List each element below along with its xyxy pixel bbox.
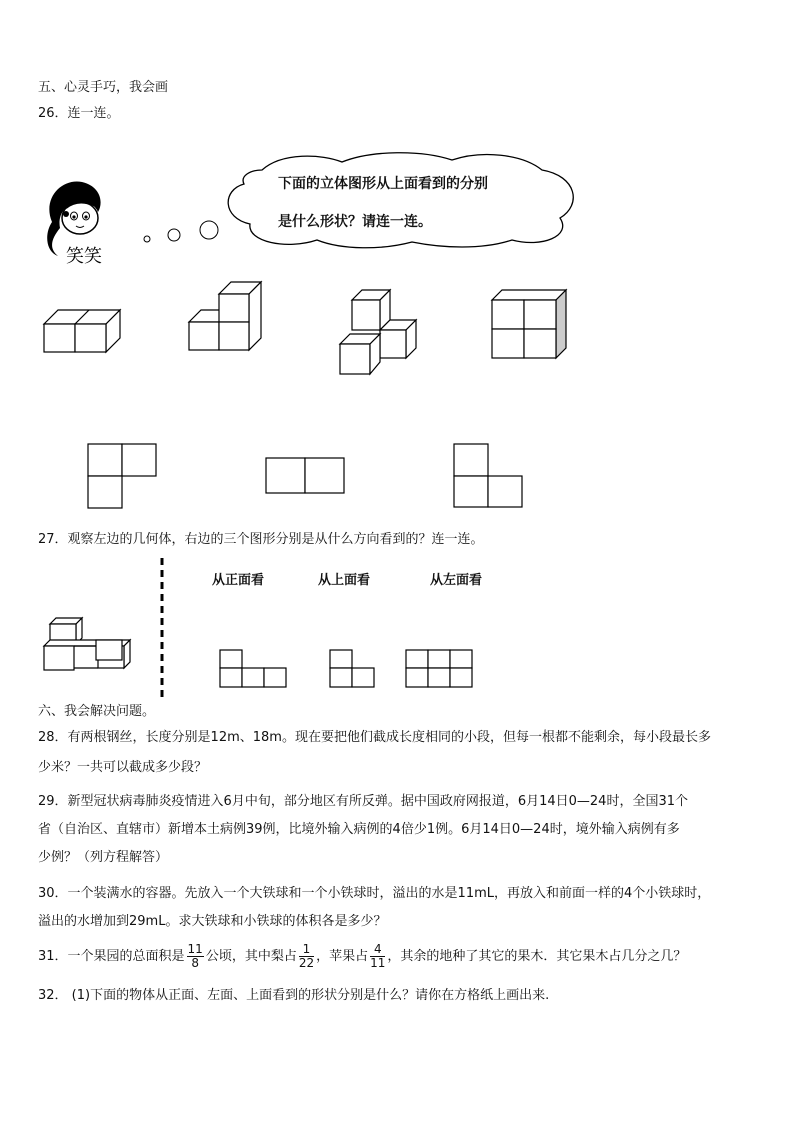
q28-line2: 少米？一共可以截成多少段？: [38, 760, 208, 775]
bubble-line1: 下面的立体图形从上面看到的分别: [278, 176, 488, 192]
solid-4: [492, 290, 568, 360]
view-shape-1: [88, 444, 158, 508]
fraction-11-8: [187, 943, 204, 970]
view-label-left: 从左面看: [430, 573, 483, 588]
q29-line3: 少例？（列方程解答）: [38, 850, 169, 865]
character-name: 笑笑: [66, 246, 102, 267]
q26-label: 26．连一连。: [38, 106, 120, 121]
q27-solid: [44, 618, 140, 674]
q30-line1: 30．一个装满水的容器。先放入一个大铁球和一个小铁球时，溢出的水是11mL，再放入和前面一样的4个小铁球时，: [38, 886, 711, 901]
q27-view-c: [406, 650, 474, 688]
q30-line2: 溢出的水增加到29mL。求大铁球和小铁球的体积各是多少？: [38, 914, 387, 929]
thought-dots: [140, 220, 220, 250]
q32-text: 32． (1)下面的物体从正面、左面、上面看到的形状分别是什么？请你在方格纸上画出来.: [38, 988, 550, 1003]
fraction-num: 11: [187, 942, 203, 956]
fraction-den: 8: [191, 956, 199, 970]
q31-mid1: 公顷，其中梨占: [205, 949, 297, 964]
section5-heading: 五、心灵手巧，我会画: [38, 80, 169, 95]
fraction-num: 4: [370, 943, 385, 957]
view-label-front: 从正面看: [212, 573, 265, 588]
solid-2: [189, 280, 265, 354]
q31-prefix: 31．一个果园的总面积是: [38, 949, 185, 964]
fraction-1-22: [299, 943, 314, 970]
q31-line: [38, 942, 686, 974]
q31-suffix: ，其余的地种了其它的果木．其它果木占几分之几？: [387, 949, 687, 964]
girl-illustration: [38, 178, 138, 268]
solid-1: [44, 296, 124, 354]
divider-dashed: [160, 558, 164, 700]
q27-view-a: [220, 650, 288, 688]
view-shape-3: [454, 444, 524, 508]
view-label-top: 从上面看: [318, 573, 371, 588]
q27-view-b: [330, 650, 376, 688]
fraction-num: 1: [299, 943, 314, 957]
fraction-4-11: [370, 943, 385, 970]
solid-3: [340, 290, 420, 374]
speech-cloud: [222, 150, 582, 250]
q31-mid2: ，苹果占: [316, 949, 369, 964]
q27-text: 27．观察左边的几何体，右边的三个图形分别是从什么方向看到的？连一连。: [38, 532, 484, 547]
fraction-den: 22: [298, 956, 315, 970]
fraction-den: 11: [370, 956, 386, 970]
view-shape-2: [266, 458, 346, 494]
bubble-line2: 是什么形状？请连一连。: [278, 214, 432, 230]
q29-line1: 29．新型冠状病毒肺炎疫情进入6月中旬，部分地区有所反弹。据中国政府网报道，6月14日0—24时，全国31个: [38, 794, 688, 809]
q29-line2: 省（自治区、直辖市）新增本土病例39例，比境外输入病例的4倍少1例。6月14日0—24时，境外输入病例有多: [38, 822, 680, 837]
q28-line1: 28．有两根钢丝，长度分别是12m、18m。现在要把他们截成长度相同的小段，但每一根都不能剩余，每小段最长多: [38, 730, 711, 745]
section6-heading: 六、我会解决问题。: [38, 704, 156, 719]
